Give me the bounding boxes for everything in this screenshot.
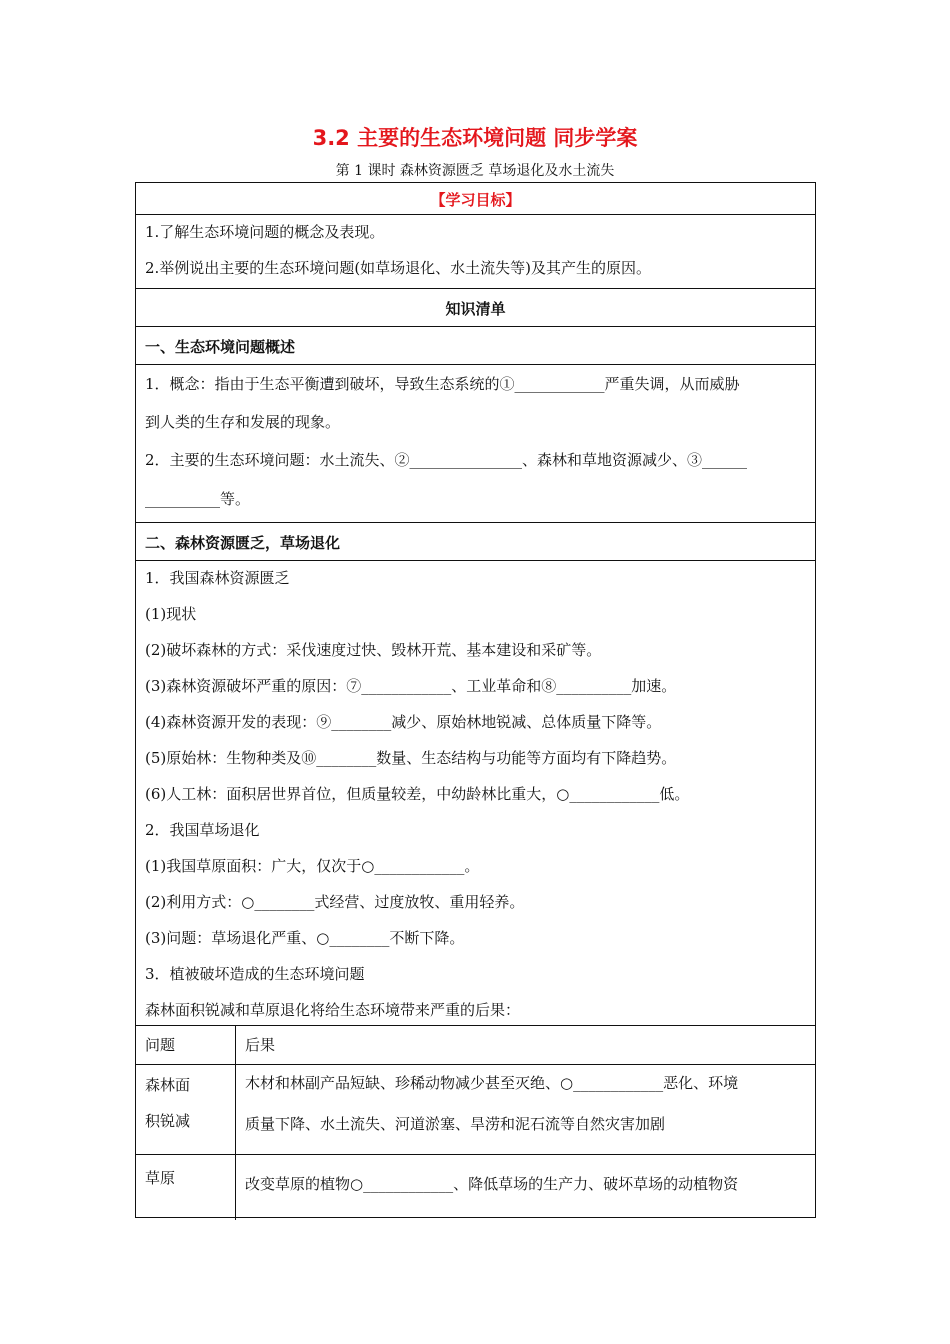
table-header-effect: 后果 (245, 1036, 276, 1054)
section2-line: (5)原始林：生物种类及⑩________数量、生态结构与功能等方面均有下降趋势。 (145, 749, 677, 767)
row-divider (136, 1154, 815, 1155)
section1-line: 到人类的生存和发展的现象。 (145, 413, 341, 431)
section2-line: (6)人工林：面积居世界首位，但质量较差，中幼龄林比重大，○____________低。 (145, 785, 690, 803)
section1-line: 2．主要的生态环境问题：水土流失、②_______________、森林和草地资源减少、③______ (145, 451, 748, 469)
section2-line: (3)问题：草场退化严重、○________不断下降。 (145, 929, 465, 947)
section2-line: 森林面积锐减和草原退化将给生态环境带来严重的后果： (145, 1001, 521, 1019)
table-header-problem: 问题 (145, 1036, 176, 1054)
worksheet-table (135, 182, 816, 1218)
section1-heading-row (136, 327, 815, 365)
knowledge-header: 知识清单 (445, 300, 506, 318)
table-cell-effect: 木材和林副产品短缺、珍稀动物减少甚至灭绝、○____________恶化、环境 (245, 1074, 739, 1092)
section2-content (136, 561, 815, 1025)
goals-row (136, 215, 815, 289)
problem-consequence-table (136, 1025, 815, 1220)
section2-line: (3)森林资源破坏严重的原因：⑦____________、工业革命和⑧__________加速。 (145, 677, 677, 695)
section2-line: 2．我国草场退化 (145, 821, 260, 839)
document-title: 3.2 主要的生态环境问题 同步学案 (312, 126, 638, 150)
section2-heading: 二、森林资源匮乏，草场退化 (145, 534, 341, 552)
document-subtitle: 第 1 课时 森林资源匮乏 草场退化及水土流失 (335, 163, 615, 179)
goal-item: 1.了解生态环境问题的概念及表现。 (145, 223, 385, 241)
row-divider (136, 1064, 815, 1065)
table-cell-problem: 森林面 (145, 1076, 191, 1094)
section2-line: (2)破坏森林的方式：采伐速度过快、毁林开荒、基本建设和采矿等。 (145, 641, 602, 659)
section1-line: 1．概念：指由于生态平衡遭到破坏，导致生态系统的①____________严重失调，从而威胁 (145, 375, 740, 393)
section2-line: 1．我国森林资源匮乏 (145, 569, 290, 587)
goals-header-row (136, 183, 815, 215)
column-divider (235, 1026, 236, 1220)
section1-heading: 一、生态环境问题概述 (145, 338, 296, 356)
section2-line: (2)利用方式：○________式经营、过度放牧、重用轻养。 (145, 893, 525, 911)
section1-line: __________等。 (145, 490, 251, 508)
table-cell-problem: 积锐减 (145, 1112, 191, 1130)
section2-heading-row (136, 523, 815, 561)
section1-content-row (136, 365, 815, 523)
section2-line: (1)现状 (145, 605, 197, 623)
table-cell-effect: 改变草原的植物○____________、降低草场的生产力、破坏草场的动植物资 (245, 1175, 739, 1193)
table-cell-effect: 质量下降、水土流失、河道淤塞、旱涝和泥石流等自然灾害加剧 (245, 1115, 666, 1133)
section2-line: 3．植被破坏造成的生态环境问题 (145, 965, 365, 983)
goals-header: 【学习目标】 (430, 191, 521, 209)
section2-line: (4)森林资源开发的表现：⑨________减少、原始林地锐减、总体质量下降等。 (145, 713, 662, 731)
goal-item: 2.举例说出主要的生态环境问题(如草场退化、水土流失等)及其产生的原因。 (145, 259, 652, 277)
section2-line: (1)我国草原面积：广大，仅次于○____________。 (145, 857, 480, 875)
knowledge-header-row (136, 289, 815, 327)
table-cell-problem: 草原 (145, 1169, 176, 1187)
